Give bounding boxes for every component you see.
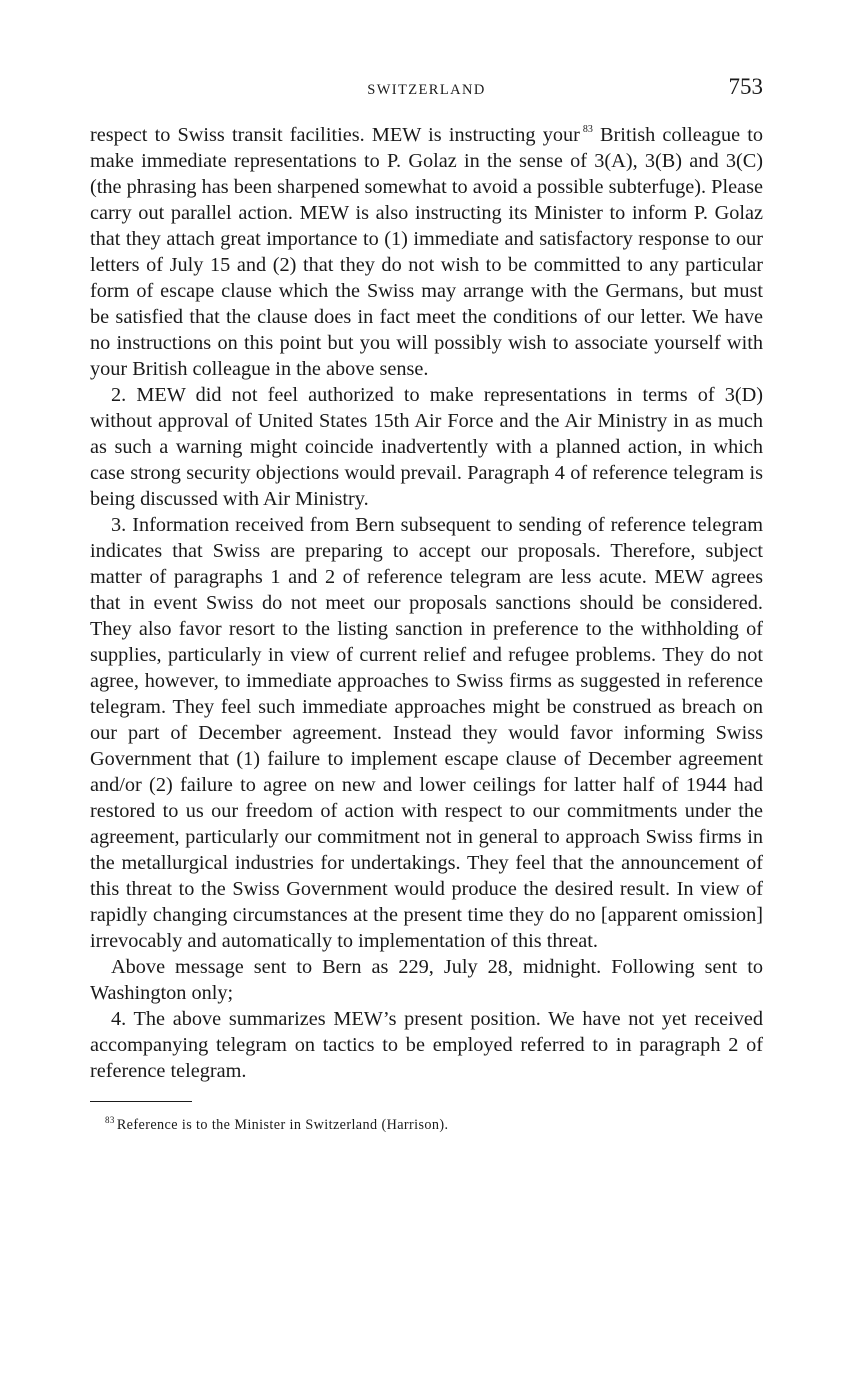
body-text [90, 122, 763, 1084]
footnote-divider [90, 1101, 192, 1102]
paragraph-4: 4. The above summarizes MEW’s present position. We have not yet received accompanying telegram on tactics to be employed referred to in paragraph 2 of reference telegram. [90, 1008, 763, 1082]
footnote-marker: 83 [105, 1115, 115, 1125]
page-number: 753 [728, 74, 763, 99]
paragraph-3: 3. Information received from Bern subsequent to sending of reference telegram indicates that Swiss are preparing to accept our proposals. Therefore, subject matter of paragraphs 1 and 2 of reference telegram are less acute. MEW agrees that in event Swiss do not meet our proposals sanctions should be considered. They also favor resort to the listing sanction in preference to the withholding of supplies, particularly in view of current relief and refugee problems. They do not agree, however, to immediate approaches to Swiss firms as suggested in reference telegram. They feel such immediate approaches might be construed as breach on our part of December agreement. Instead they would favor informing Swiss Government that (1) failure to implement escape clause of December agreement and/or (2) failure to agree on new and lower ceilings for latter half of 1944 had restored to us our freedom of action with respect to our commitments under the agreement, particularly our commitment not in general to approach Swiss firms in the metallurgical industries for undertakings. They feel that the announcement of this threat to the Swiss Government would produce the desired result. In view of rapidly changing circumstances at the present time they do no [apparent omission] irrevocably and automatically to implementation of this threat. [90, 514, 763, 952]
paragraph-text: British colleague to make immediate representations to P. Golaz in the sense of 3(A), 3(B) and 3(C) (the phrasing has been sharpened somewhat to avoid a possible subterfuge). Please carry out parallel action. MEW is also instructing its Minister to inform P. Golaz that they attach great importance to (1) immediate and satisfactory response to our letters of July 15 and (2) that they do not wish to be committed to any particular form of escape clause which the Swiss may arrange with the Germans, but must be satisfied that the clause does in fact meet the conditions of our letter. We have no instructions on this point but you will possibly wish to associate yourself with your British colleague in the above sense. [90, 124, 763, 380]
document-page [90, 74, 763, 1134]
running-header [90, 74, 763, 108]
footnote-text: Reference is to the Minister in Switzerland (Harrison). [116, 1117, 449, 1133]
paragraph-continued [90, 122, 763, 382]
running-title: SWITZERLAND [367, 82, 486, 98]
paragraph-2: 2. MEW did not feel authorized to make representations in terms of 3(D) without approval of United States 15th Air Force and the Air Ministry in as much as such a warning might coincide inadvertently with a planned action, in which case strong security objections would prevail. Paragraph 4 of reference telegram is being discussed with Air Ministry. [90, 384, 763, 510]
paragraph-routing-note: Above message sent to Bern as 229, July 28, midnight. Following sent to Washington only; [90, 956, 763, 1004]
footnote-reference: 83 [582, 124, 593, 135]
footnote [105, 1116, 763, 1134]
paragraph-text: respect to Swiss transit facilities. MEW is instructing your [90, 124, 580, 146]
